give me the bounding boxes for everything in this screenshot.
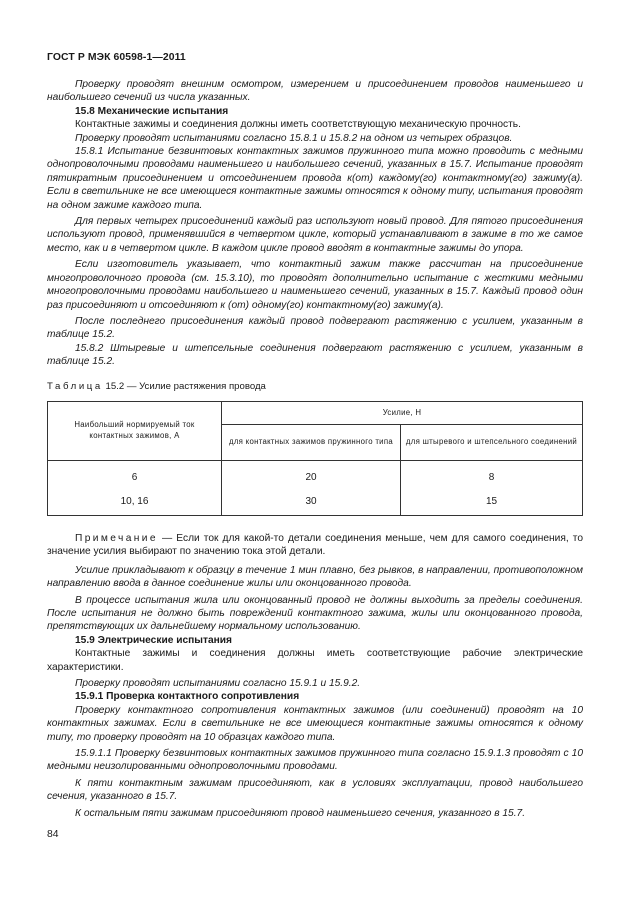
table-cell-plug: 15: [401, 489, 583, 516]
table-row: [48, 489, 583, 516]
table-cell-spring: 20: [222, 460, 401, 489]
table-caption-word: Таблица: [47, 380, 103, 392]
paragraph-electrical-characteristics: Контактные зажимы и соединения должны иметь соответствующие рабочие электрические характеристики.: [47, 648, 583, 673]
table-caption: [47, 380, 583, 393]
paragraph-15-8-2: 15.8.2 Штыревые и штепсельные соединения подвергают растяжению с усилием, указанным в таблице 15.2.: [47, 342, 583, 368]
paragraph-15-9-1-1: 15.9.1.1 Проверку безвинтовых контактных зажимов пружинного типа согласно 15.9.1.3 проводят с 10 медными неизолированными однопроволочными проводами.: [47, 748, 583, 773]
table-cell-spring: 30: [222, 489, 401, 516]
document-header: ГОСТ Р МЭК 60598-1—2011: [47, 52, 186, 63]
paragraph-electrical-check: Проверку проводят испытаниями согласно 15.9.1 и 15.9.2.: [75, 678, 361, 689]
paragraph-inspection: Проверку проводят внешним осмотром, измерением и присоединением проводов наименьшего и наибольшего сечений из числа указанных.: [47, 79, 583, 104]
table-cell-plug: 8: [401, 460, 583, 489]
table-cell-current: 6: [48, 460, 222, 489]
table-header-current: Наибольший нормируемый ток контактных зажимов, А: [48, 401, 222, 460]
paragraph-no-pullout: В процессе испытания жила или оконцованный провод не должны выходить за пределы соединения. После испытания не должно быть повреждений контактного зажима, жилы или оконцованного провода, препятствующих их дальнейшему нормальному использованию.: [47, 594, 583, 633]
section-heading-15-9-1: 15.9.1 Проверка контактного сопротивления: [75, 691, 300, 703]
table-row: [48, 460, 583, 489]
pull-force-table: [47, 401, 583, 516]
paragraph-after-last-connection: После последнего присоединения каждый провод подвергают растяжению с усилием, указанным в таблице 15.2.: [47, 315, 583, 341]
table-header-force: Усилие, Н: [222, 401, 583, 424]
table-header-spring-type: для контактных зажимов пружинного типа: [222, 425, 401, 461]
section-heading-15-8: 15.8 Механические испытания: [75, 105, 229, 117]
paragraph-contact-resistance: Проверку контактного сопротивления контактных зажимов (или соединений) проводят на 10 контактных зажимах. Если в светильнике не все имеющиеся контактные зажимы относятся к одному типу, то проверку проводят на 10 образцах каждого типа.: [47, 704, 583, 743]
note-word: Примечание: [75, 532, 158, 544]
paragraph-15-8-1: 15.8.1 Испытание безвинтовых контактных зажимов пружинного типа можно проводить с медными однопроволочными проводами наименьшего и наибольшего сечений, указанных в 15.7. Испытание проводят пятикратным присоединением и отсоединением провода к(от) каждому(го) контактному(го) зажиму(а). Если в светильнике не все имеющиеся контактные зажимы относятся к одному типу, испытания проводят на одном зажиме каждого типа.: [47, 146, 583, 211]
paragraph-apply-force: Усилие прикладывают к образцу в течение 1 мин плавно, без рывков, в направлении, противоположном направлению ввода в данное соединение жилы или оконцованного провода.: [47, 564, 583, 590]
table-caption-text: 15.2 — Усилие растяжения провода: [102, 380, 266, 392]
paragraph-mechanical-strength: Контактные зажимы и соединения должны иметь соответствующую механическую прочность.: [75, 119, 521, 131]
page-content: [47, 78, 583, 820]
paragraph-five-largest: К пяти контактным зажимам присоединяют, как в условиях эксплуатации, провод наибольшего сечения, указанного в 15.7.: [47, 777, 583, 803]
table-note: [47, 532, 583, 559]
page-number: 84: [47, 829, 59, 840]
table-header-plug-type: для штыревого и штепсельного соединений: [401, 425, 583, 461]
paragraph-mechanical-check: Проверку проводят испытаниями согласно 15.8.1 и 15.8.2 на одном из четырех образцов.: [75, 132, 513, 144]
note-text: — Если ток для какой-то детали соединения меньше, чем для самого соединения, то значение усилия выбирают по значению тока этой детали.: [47, 532, 583, 558]
paragraph-stranded-wire: Если изготовитель указывает, что контактный зажим также рассчитан на присоединение многопроволочного провода (см. 15.3.10), то проводят дополнительно испытание с жесткими медными многопроволочными проводами наибольшего и наименьшего сечений, указанных в 15.7. Каждый провод один раз присоединяют и отсоединяют к (от) одному(го) контактному(го) зажиму(а).: [47, 259, 583, 311]
table-cell-current: 10, 16: [48, 489, 222, 516]
section-heading-15-9: 15.9 Электрические испытания: [75, 634, 232, 646]
paragraph-first-four-connections: Для первых четырех присоединений каждый раз используют новый провод. Для пятого присоединения используют провод, применявшийся в четвертом цикле, который устанавливают в зажиме в то же самое место, как и в четвертом цикле. В каждом цикле провод вводят в контактные зажимы до упора.: [47, 216, 583, 254]
paragraph-five-smallest: К остальным пяти зажимам присоединяют провод наименьшего сечения, указанного в 15.7.: [75, 807, 526, 819]
